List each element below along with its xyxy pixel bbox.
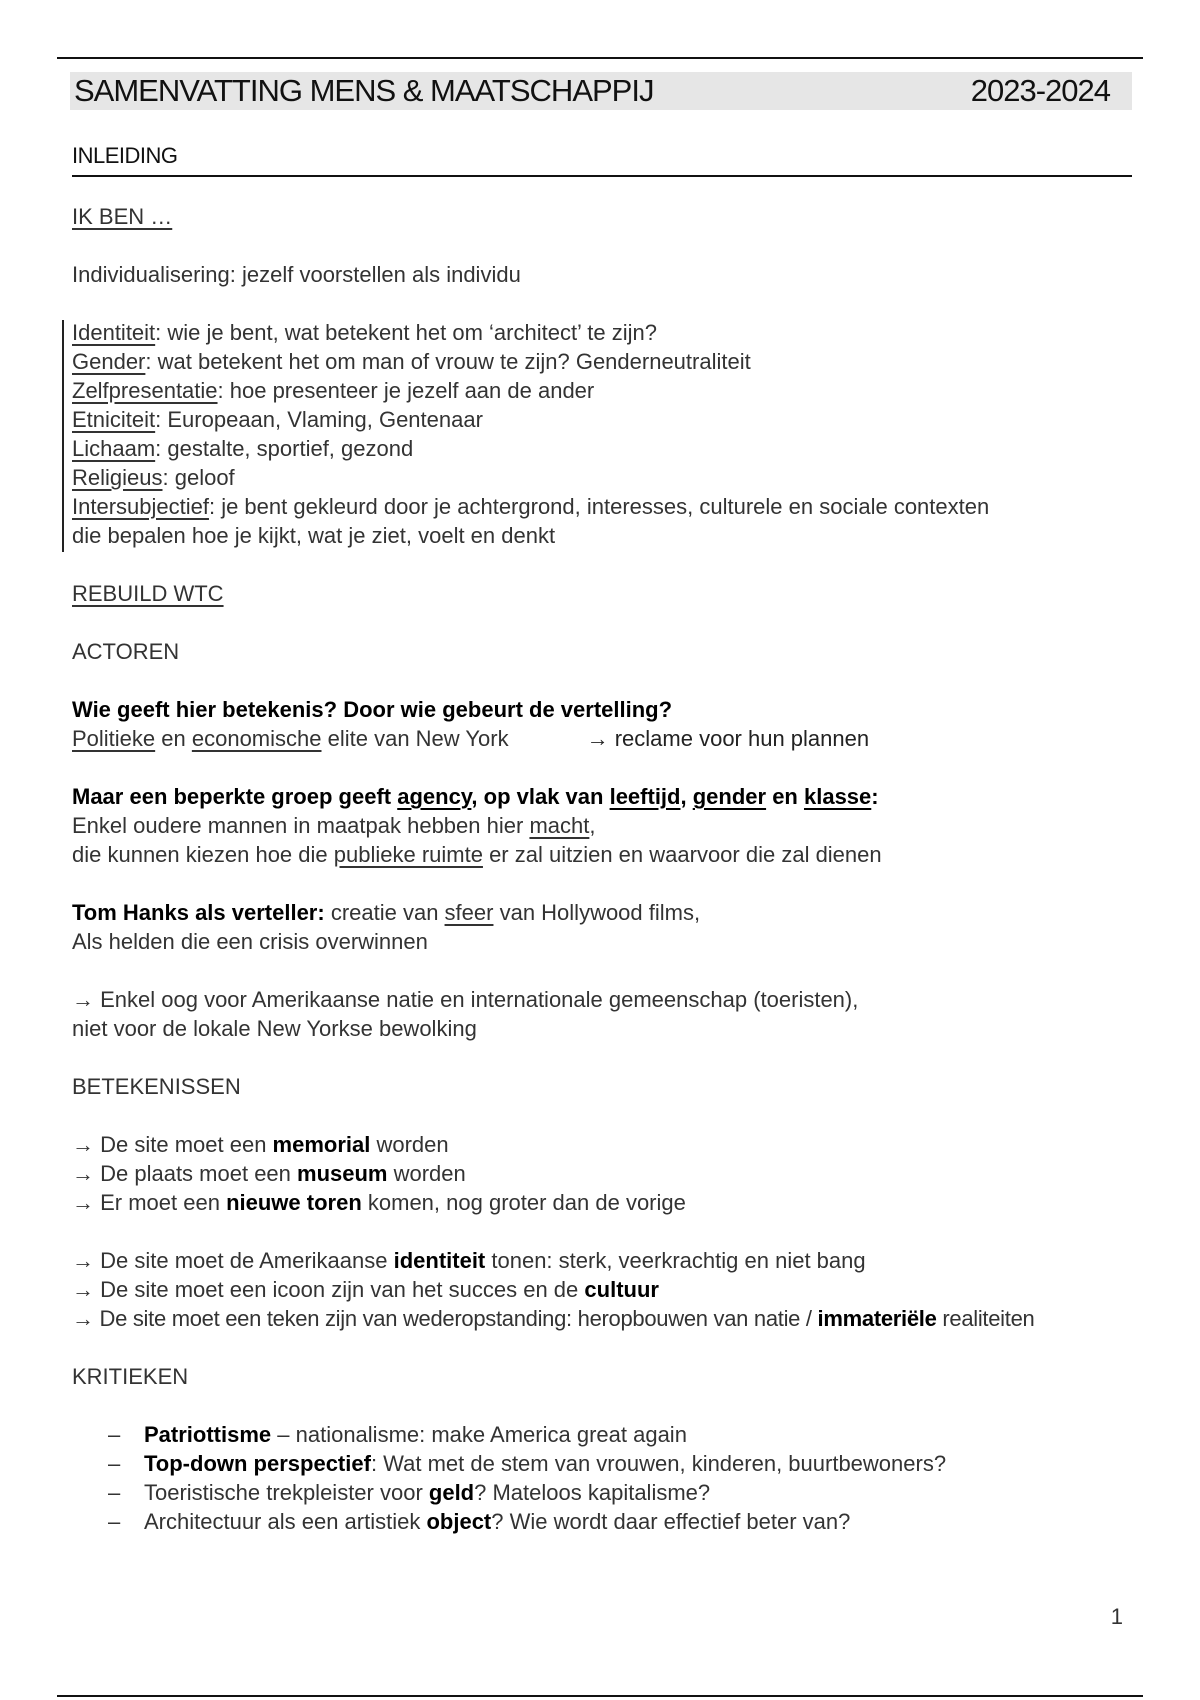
section-heading: INLEIDING xyxy=(72,143,1132,177)
bottom-rule xyxy=(57,1695,1143,1697)
subheading-ik-ben: IK BEN … xyxy=(72,204,173,229)
list-item: → De site moet een memorial worden xyxy=(72,1132,449,1157)
list-item: Etniciteit: Europeaan, Vlaming, Gentenaar xyxy=(72,407,483,432)
list-item: – Architectuur als een artistiek object? Wie wordt daar effectief beter van? xyxy=(108,1507,1142,1536)
list-item: Gender: wat betekent het om man of vrouw te zijn? Genderneutraliteit xyxy=(72,349,751,374)
list-item: – Toeristische trekpleister voor geld? Mateloos kapitalisme? xyxy=(108,1478,1142,1507)
subheading-rebuild-wtc: REBUILD WTC xyxy=(72,581,224,606)
document-title: SAMENVATTING MENS & MAATSCHAPPIJ xyxy=(74,73,654,108)
list-item: → De plaats moet een museum worden xyxy=(72,1161,466,1186)
list-item: → De site moet een icoon zijn van het succes en de cultuur xyxy=(72,1277,659,1302)
list-item: Religieus: geloof xyxy=(72,465,235,490)
agency-line: Maar een beperkte groep geeft agency, op vlak van leeftijd, gender en klasse: xyxy=(72,784,879,809)
list-item: Intersubjectief: je bent gekleurd door je achtergrond, interesses, culturele en sociale contexten xyxy=(72,494,990,519)
top-rule xyxy=(57,57,1143,59)
document-year: 2023-2024 xyxy=(970,73,1110,108)
lokale-bewolking-line: niet voor de lokale New Yorkse bewolking xyxy=(72,1016,477,1041)
list-item: Identiteit: wie je bent, wat betekent het om ‘architect’ te zijn? xyxy=(72,320,657,345)
kritieken-list xyxy=(72,1420,1142,1536)
page-number: 1 xyxy=(1110,1604,1123,1629)
tom-hanks-line: Tom Hanks als verteller: creatie van sfeer van Hollywood films, xyxy=(72,900,701,925)
subheading-betekenissen: BETEKENISSEN xyxy=(72,1074,241,1099)
subheading-kritieken: KRITIEKEN xyxy=(72,1364,189,1389)
identity-list xyxy=(72,318,1142,550)
list-item-continuation: die bepalen hoe je kijkt, wat je ziet, voelt en denkt xyxy=(72,523,556,548)
list-item: – Top-down perspectief: Wat met de stem van vrouwen, kinderen, buurtbewoners? xyxy=(108,1449,1142,1478)
list-item: Lichaam: gestalte, sportief, gezond xyxy=(72,436,414,461)
question-line: Wie geeft hier betekenis? Door wie gebeurt de vertelling? xyxy=(72,697,673,722)
individualisering-line: Individualisering: jezelf voorstellen als individu xyxy=(72,262,521,287)
macht-line: Enkel oudere mannen in maatpak hebben hier macht, xyxy=(72,813,596,838)
document-body xyxy=(72,202,1142,1536)
list-item: Zelfpresentatie: hoe presenteer je jezelf aan de ander xyxy=(72,378,595,403)
helden-line: Als helden die een crisis overwinnen xyxy=(72,929,428,954)
elite-line: Politieke en economische elite van New York → reclame voor hun plannen xyxy=(72,726,870,751)
subheading-actoren: ACTOREN xyxy=(72,639,180,664)
list-item: → De site moet een teken zijn van wederopstanding: heropbouwen van natie / immateriële realiteiten xyxy=(72,1306,1035,1331)
publieke-ruimte-line: die kunnen kiezen hoe die publieke ruimte er zal uitzien en waarvoor die zal dienen xyxy=(72,842,882,867)
document-title-bar xyxy=(70,72,1132,110)
list-item: → De site moet de Amerikaanse identiteit tonen: sterk, veerkrachtig en niet bang xyxy=(72,1248,866,1273)
amerikaanse-natie-line: → Enkel oog voor Amerikaanse natie en internationale gemeenschap (toeristen), xyxy=(72,987,859,1012)
list-item: – Patriottisme – nationalisme: make America great again xyxy=(108,1420,1142,1449)
list-item: → Er moet een nieuwe toren komen, nog groter dan de vorige xyxy=(72,1190,686,1215)
